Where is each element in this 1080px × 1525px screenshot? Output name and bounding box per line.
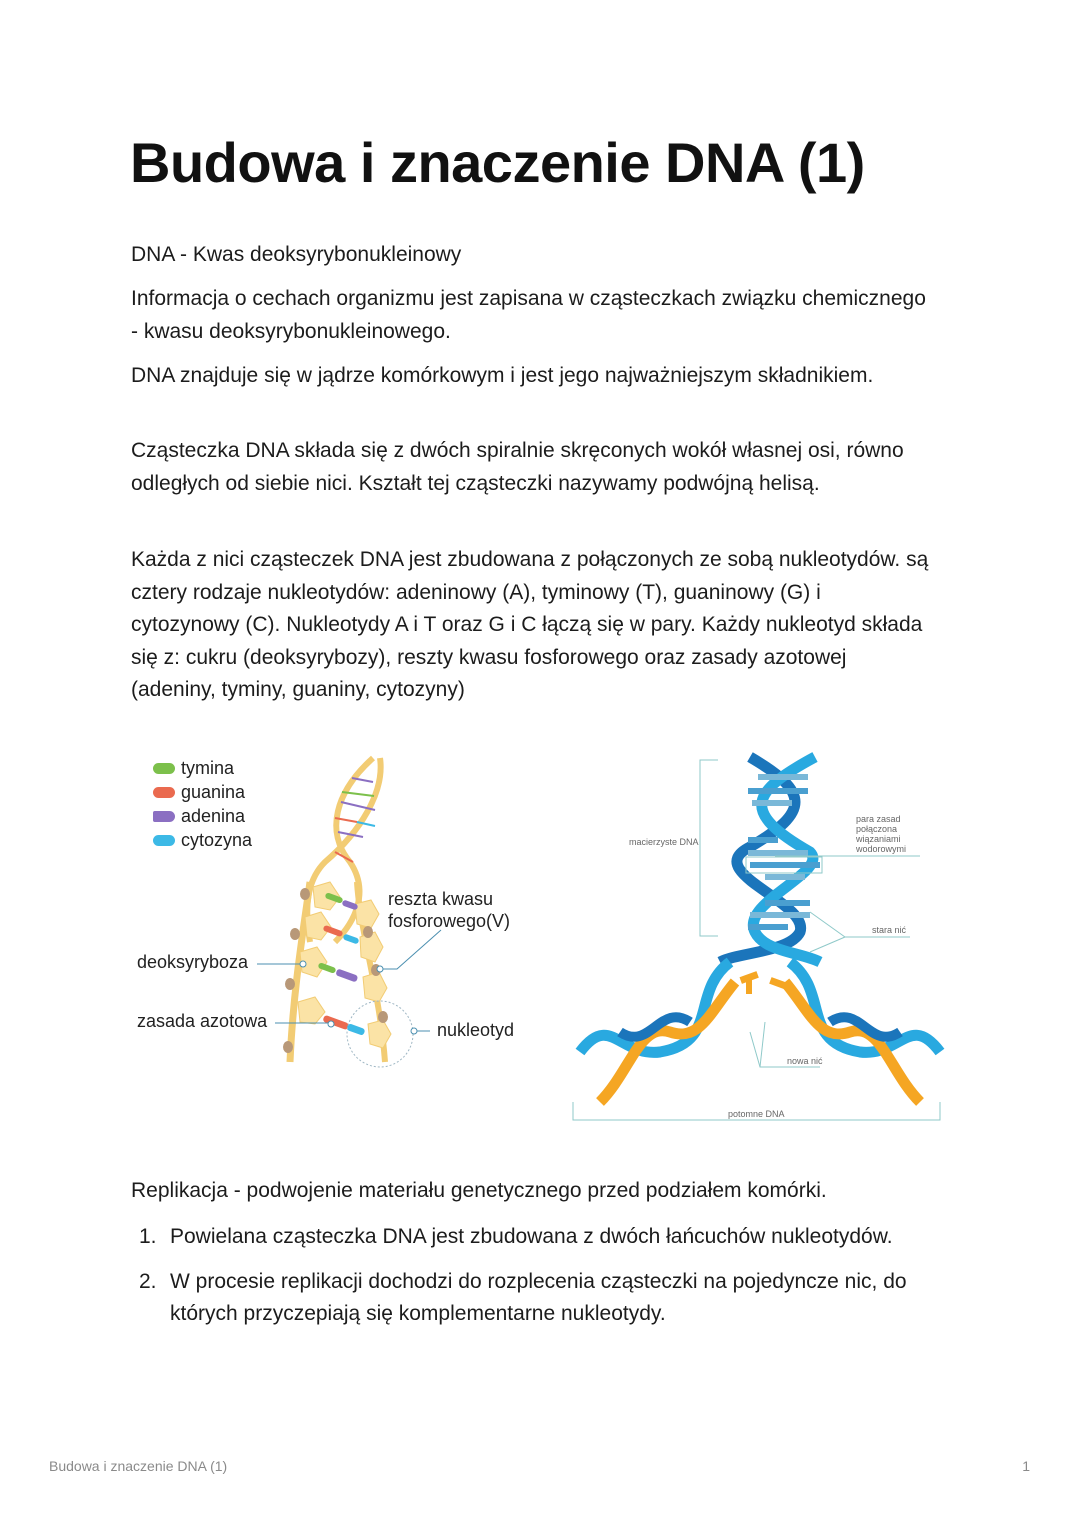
label-nucleotide: nukleotyd <box>437 1020 515 1040</box>
list-item: 1. Powielana cząsteczka DNA jest zbudowana z dwóch łańcuchów nukleotydów. <box>139 1225 893 1248</box>
legend-item-guanine: guanina <box>153 780 252 804</box>
footer-title: Budowa i znaczenie DNA (1) <box>49 1458 228 1474</box>
label-phosphate: reszta kwasu fosforowego(V) <box>388 889 511 931</box>
page-number: 1 <box>1022 1458 1030 1474</box>
label-deoxyribose: deoksyryboza <box>137 952 249 972</box>
label-daughter-dna: potomne DNA <box>728 1109 785 1119</box>
legend-item-cytosine: cytozyna <box>153 828 252 852</box>
paragraph-nucleotides: Każda z nici cząsteczek DNA jest zbudowana z połączonych ze sobą nukleotydów. są cztery rodzaje nukleotydów: adeninowy (A), tyminowy (T), guaninowy (G) i cytozynowy (C). Nukleotydy A i T oraz G i C łączą się w pary. Każdy nukleotyd składa się z: cukru (deoksyrybozy), reszty kwasu fosforowego oraz zasady azotowej (adeniny, tyminy, guaniny, cytozyny) <box>131 548 929 701</box>
dna-replication-illustration <box>570 752 950 1132</box>
paragraph-information: Informacja o cechach organizmu jest zapisana w cząsteczkach związku chemicznego - kwasu deoksyrybonukleinowego. <box>131 287 926 343</box>
paragraph-location: DNA znajduje się w jądrze komórkowym i jest jego najważniejszym składnikiem. <box>131 364 874 387</box>
paragraph-definition: DNA - Kwas deoksyrybonukleinowy <box>131 243 462 266</box>
replication-steps-list <box>131 1221 931 1343</box>
replication-figure <box>570 752 950 1132</box>
label-nitrogen-base: zasada azotowa <box>137 1011 268 1031</box>
label-old-strand: stara nić <box>872 925 907 935</box>
label-base-pair: para zasad połączona wiązaniami wodorowymi <box>856 814 907 854</box>
label-parent-dna: macierzyste DNA <box>629 837 699 847</box>
legend-item-adenine: adenina <box>153 804 252 828</box>
page-title: Budowa i znaczenie DNA (1) <box>130 131 865 194</box>
nucleotide-structure-figure <box>135 752 525 1072</box>
legend-item-thymine: tymina <box>153 756 252 780</box>
label-new-strand: nowa nić <box>787 1056 823 1066</box>
paragraph-replication: Replikacja - podwojenie materiału genetycznego przed podziałem komórki. <box>131 1179 827 1202</box>
list-item: 2. W procesie replikacji dochodzi do rozplecenia cząsteczki na pojedyncze nic, do których przyczepiają się komplementarne nukleotydy. <box>139 1269 907 1325</box>
paragraph-double-helix: Cząsteczka DNA składa się z dwóch spiralnie skręconych wokół własnej osi, równo odległych od siebie nici. Kształt tej cząsteczki nazywamy podwójną helisą. <box>131 439 904 495</box>
